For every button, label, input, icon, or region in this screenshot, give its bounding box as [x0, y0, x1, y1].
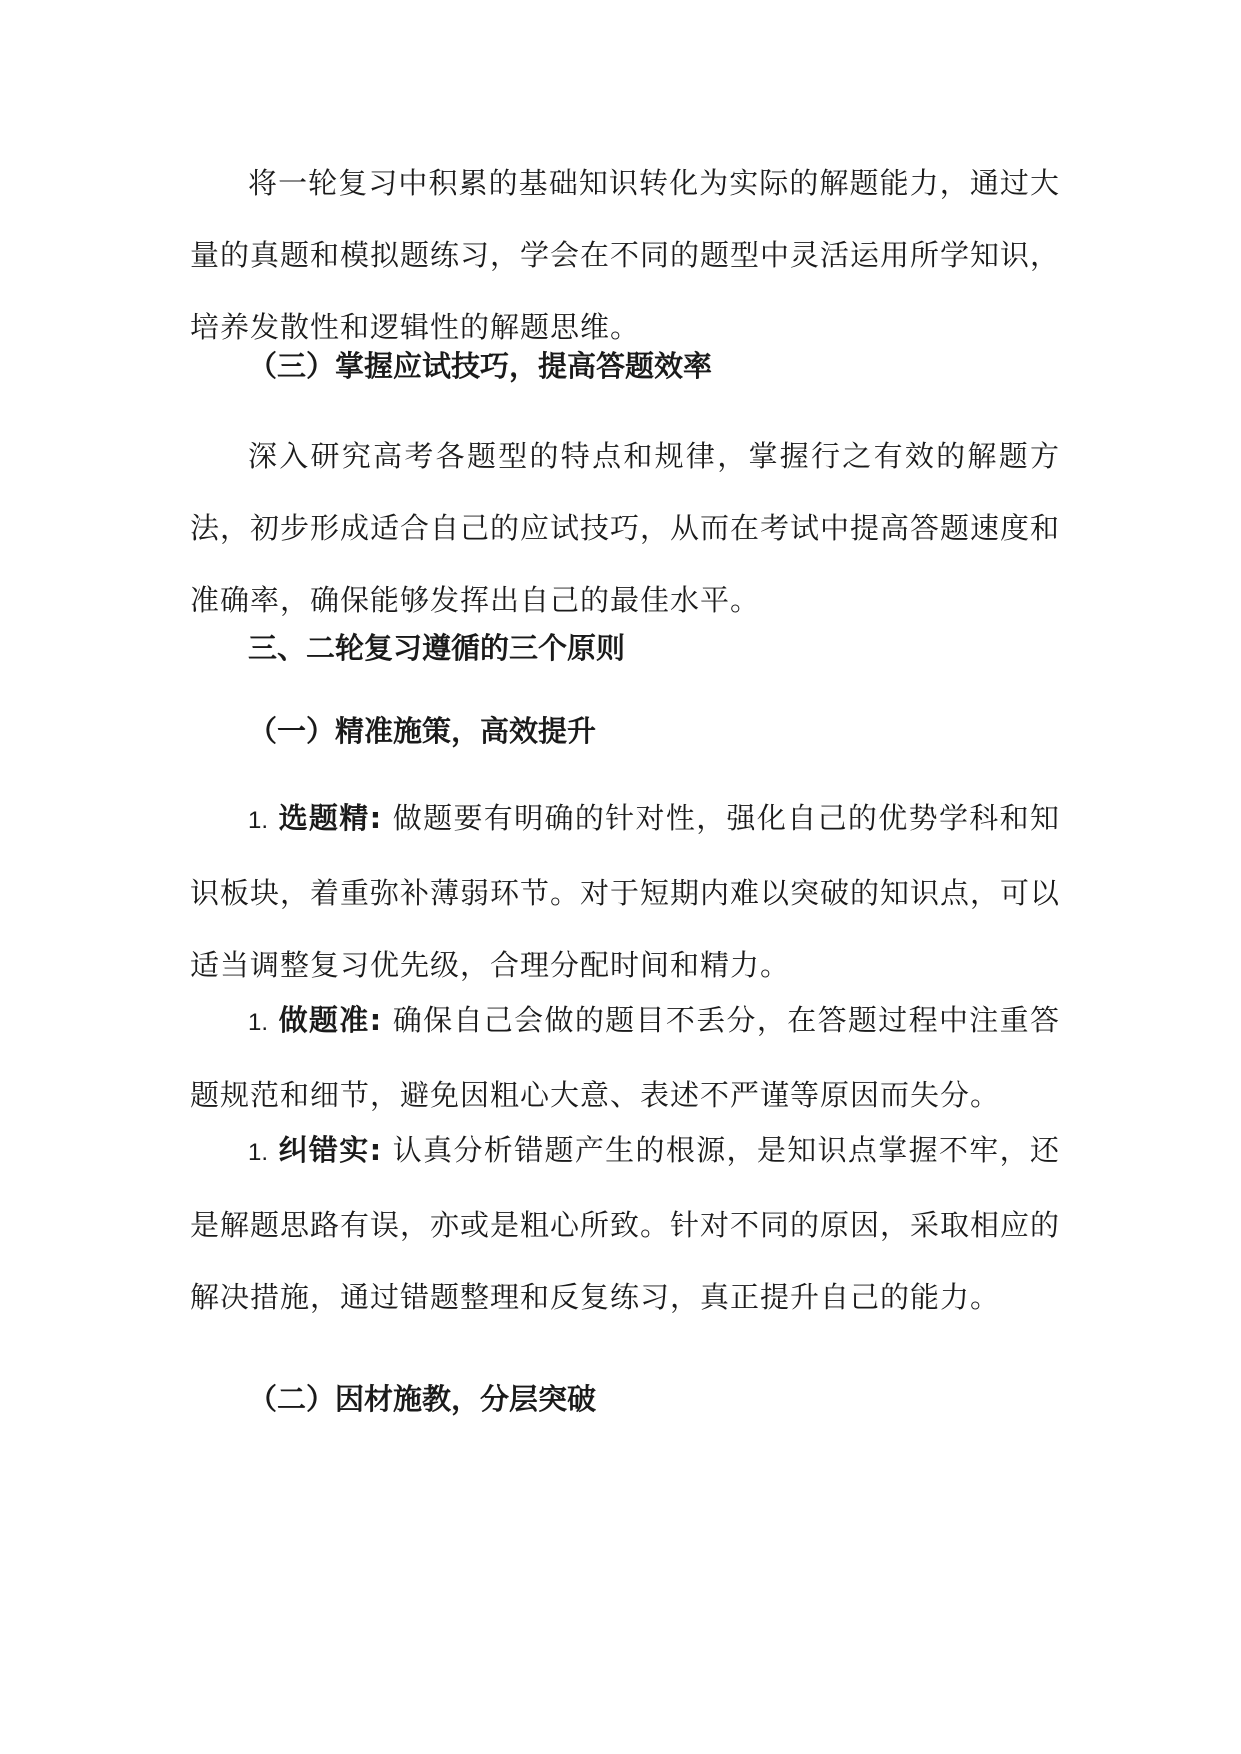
list-item-select-questions — [190, 782, 1060, 1001]
heading-exam-skills: （三）掌握应试技巧，提高答题效率 — [248, 349, 713, 383]
list-item-accurate-answers — [190, 984, 1060, 1131]
heading-precise-measures: （一）精准施策，高效提升 — [248, 714, 597, 748]
heading-tailored-teaching: （二）因材施教，分层突破 — [248, 1382, 597, 1416]
list-item-term: 纠错实: — [278, 1133, 383, 1167]
list-item-text: 确保自己会做的题目不丢分，在答题过程中注重答题规范和细节，避免因粗心大意、表述不严谨等原因而失分。 — [190, 1003, 1060, 1112]
list-item-term: 选题精: — [278, 801, 383, 835]
list-item-text: 认真分析错题产生的根源，是知识点掌握不牢，还是解题思路有误，亦或是粗心所致。针对不同的原因，采取相应的解决措施，通过错题整理和反复练习，真正提升自己的能力。 — [190, 1133, 1061, 1314]
list-item-number: 1. — [248, 1139, 269, 1166]
paragraph-exam-skills: 深入研究高考各题型的特点和规律，掌握行之有效的解题方法，初步形成适合自己的应试技巧，从而在考试中提高答题速度和准确率，确保能够发挥出自己的最佳水平。 — [190, 439, 1061, 617]
list-item-text: 做题要有明确的针对性，强化自己的优势学科和知识板块，着重弥补薄弱环节。对于短期内难以突破的知识点，可以适当调整复习优先级，合理分配时间和精力。 — [190, 801, 1061, 982]
paragraph-problem-solving: 将一轮复习中积累的基础知识转化为实际的解题能力，通过大量的真题和模拟题练习，学会在不同的题型中灵活运用所学知识，培养发散性和逻辑性的解题思维。 — [190, 166, 1061, 344]
list-item-error-correction — [190, 1114, 1060, 1333]
heading-section-three-principles: 三、二轮复习遵循的三个原则 — [248, 631, 626, 665]
list-item-term: 做题准: — [278, 1003, 383, 1037]
list-item-number: 1. — [248, 807, 269, 834]
list-item-number: 1. — [248, 1009, 269, 1036]
